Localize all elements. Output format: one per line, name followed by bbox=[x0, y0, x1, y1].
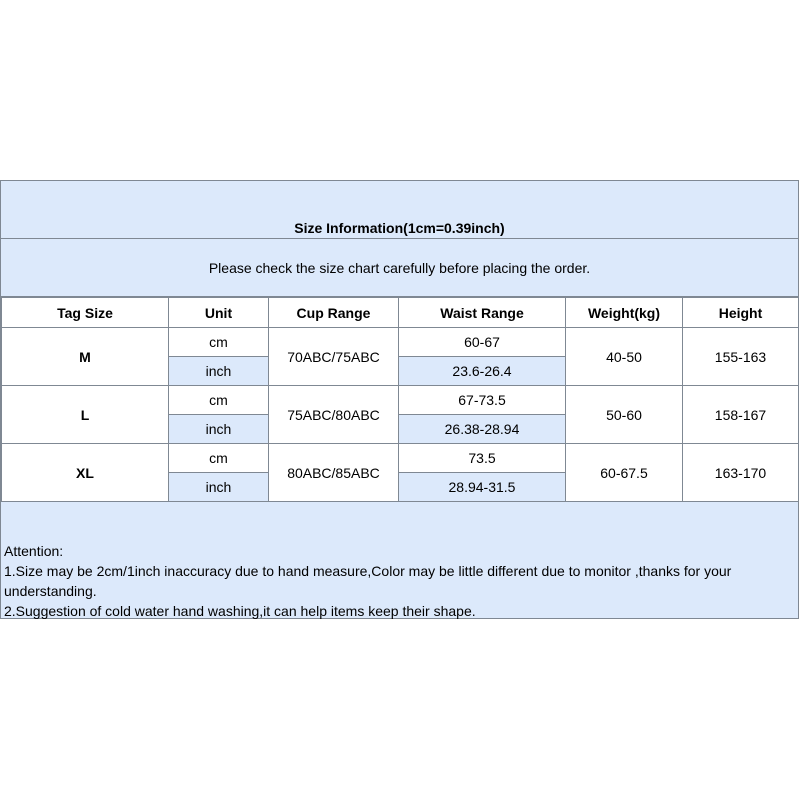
tag-size-cell: XL bbox=[2, 444, 169, 502]
header-waist-range: Waist Range bbox=[399, 298, 566, 328]
attention-note-1: 1.Size may be 2cm/1inch inaccuracy due to hand measure,Color may be little different due to monitor ,thanks for your understanding. bbox=[4, 563, 732, 599]
size-chart-panel bbox=[0, 180, 799, 619]
header-weight: Weight(kg) bbox=[566, 298, 683, 328]
height-cell: 163-170 bbox=[683, 444, 799, 502]
tag-size-cell: L bbox=[2, 386, 169, 444]
cup-range-cell: 75ABC/80ABC bbox=[269, 386, 399, 444]
table-row bbox=[2, 386, 799, 415]
table-row bbox=[2, 444, 799, 473]
weight-cell: 60-67.5 bbox=[566, 444, 683, 502]
unit-cell: inch bbox=[169, 415, 269, 444]
weight-cell: 50-60 bbox=[566, 386, 683, 444]
cup-range-cell: 70ABC/75ABC bbox=[269, 328, 399, 386]
header-cup-range: Cup Range bbox=[269, 298, 399, 328]
attention-heading: Attention: bbox=[4, 543, 64, 559]
tag-size-cell: M bbox=[2, 328, 169, 386]
waist-range-cell: 60-67 bbox=[399, 328, 566, 357]
table-row bbox=[2, 328, 799, 357]
header-unit: Unit bbox=[169, 298, 269, 328]
waist-range-cell: 26.38-28.94 bbox=[399, 415, 566, 444]
header-tag-size: Tag Size bbox=[2, 298, 169, 328]
weight-cell: 40-50 bbox=[566, 328, 683, 386]
waist-range-cell: 23.6-26.4 bbox=[399, 357, 566, 386]
attention-note-2: 2.Suggestion of cold water hand washing,it can help items keep their shape. bbox=[4, 603, 476, 619]
unit-cell: cm bbox=[169, 328, 269, 357]
attention-notes bbox=[4, 541, 794, 621]
height-cell: 155-163 bbox=[683, 328, 799, 386]
unit-cell: cm bbox=[169, 386, 269, 415]
unit-cell: cm bbox=[169, 444, 269, 473]
header-height: Height bbox=[683, 298, 799, 328]
cup-range-cell: 80ABC/85ABC bbox=[269, 444, 399, 502]
unit-cell: inch bbox=[169, 473, 269, 502]
height-cell: 158-167 bbox=[683, 386, 799, 444]
waist-range-cell: 73.5 bbox=[399, 444, 566, 473]
size-table bbox=[1, 297, 799, 502]
waist-range-cell: 28.94-31.5 bbox=[399, 473, 566, 502]
chart-subtitle: Please check the size chart carefully before placing the order. bbox=[1, 239, 798, 297]
table-header-row bbox=[2, 298, 799, 328]
waist-range-cell: 67-73.5 bbox=[399, 386, 566, 415]
unit-cell: inch bbox=[169, 357, 269, 386]
chart-title: Size Information(1cm=0.39inch) bbox=[1, 181, 798, 239]
